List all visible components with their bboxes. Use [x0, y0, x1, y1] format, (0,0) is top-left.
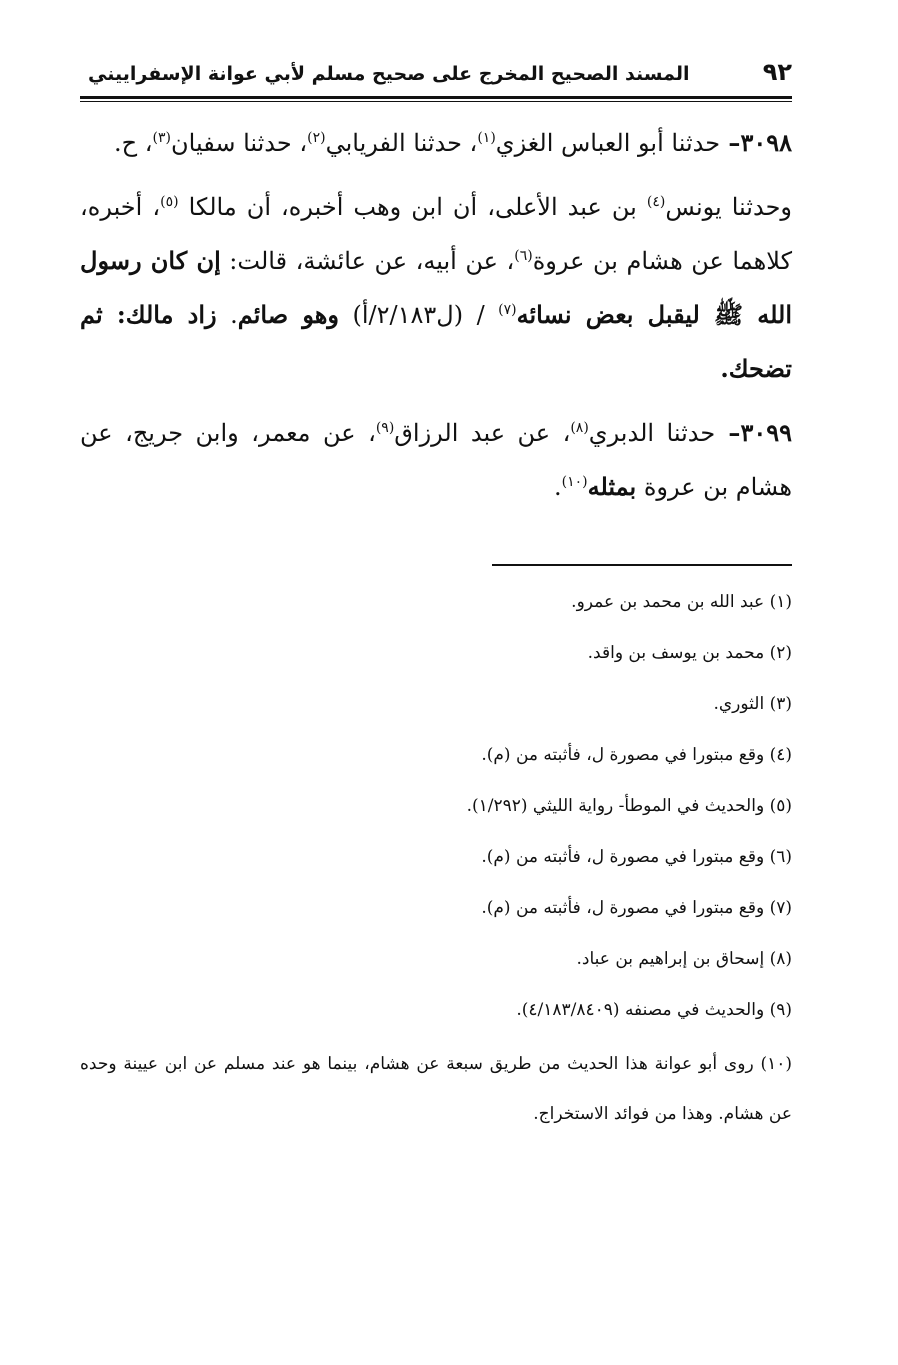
footnote-ref: (٩) — [375, 420, 395, 436]
hadith-text: ، عن معمر، وابن جريج، عن هشام بن عروة — [80, 419, 792, 501]
hadith-text: ، عن أبيه، عن عائشة، قالت: — [220, 247, 515, 275]
hadith-3099 — [80, 406, 792, 514]
footnote-3: (٣) الثوري. — [713, 694, 792, 714]
footnote-ref: (٤) — [646, 194, 666, 210]
footnote-8: (٨) إسحاق بن إبراهيم بن عباد. — [576, 949, 792, 969]
footnote-5: (٥) والحديث في الموطأ- رواية الليثي (١/٢٩٢). — [466, 796, 792, 816]
manuscript-folio-marker: / (ل٢/١٨٣/أ) — [338, 301, 499, 329]
footnotes — [80, 590, 792, 1139]
hadith-text: حدثنا الدبري — [588, 419, 716, 447]
page-header — [80, 58, 792, 94]
footnote-1: (١) عبد الله بن محمد بن عمرو. — [571, 592, 792, 612]
footnote-ref: (٧) — [498, 302, 517, 318]
hadith-dash: – — [720, 128, 741, 157]
page-number: ٩٢ — [762, 58, 792, 86]
footnote-separator — [492, 564, 792, 566]
footnote-ref: (١٠) — [561, 474, 588, 490]
footnote-6: (٦) وقع مبتورا في مصورة ل، فأثبته من (م). — [481, 847, 792, 867]
hadith-text: ، حدثنا الفريابي — [325, 129, 478, 157]
hadith-text: ، حدثنا سفيان — [171, 129, 308, 157]
hadith-text: ، عن عبد الرزاق — [394, 419, 571, 447]
hadith-matn: بمثله — [587, 472, 637, 501]
hadith-text: ، ح. — [114, 129, 153, 157]
footnote-ref: (١) — [477, 130, 496, 146]
hadith-matn: إن كان رسول الله ﷺ ليقبل بعض نسائه — [80, 246, 793, 329]
footnote-4: (٤) وقع مبتورا في مصورة ل، فأثبته من (م). — [481, 745, 792, 765]
hadith-text: حدثنا أبو العباس الغزي — [495, 129, 721, 157]
hadith-3098-second-chain — [80, 180, 792, 396]
header-rule-thin — [80, 101, 792, 102]
footnote-ref: (٨) — [570, 420, 589, 436]
hadith-text: بن عبد الأعلى، أن ابن وهب أخبره، أن مالكا — [178, 193, 647, 221]
footnote-ref: (٣) — [152, 130, 172, 146]
footnote-ref: (٢) — [307, 130, 326, 146]
hadith-text: . — [553, 473, 562, 501]
hadith-3098 — [80, 116, 792, 170]
hadith-addition: زاد مالك: ثم تضحك. — [80, 300, 792, 383]
hadith-text: . — [216, 301, 238, 329]
hadith-matn: وهو صائم — [237, 300, 339, 329]
footnote-7: (٧) وقع مبتورا في مصورة ل، فأثبته من (م). — [481, 898, 792, 918]
header-rule-thick — [80, 96, 792, 99]
footnote-2: (٢) محمد بن يوسف بن واقد. — [587, 643, 792, 663]
book-page — [80, 58, 792, 1338]
hadith-text: ، أخبره، كلاهما عن هشام بن عروة — [80, 193, 792, 275]
hadith-text: وحدثنا يونس — [665, 193, 793, 221]
footnote-ref: (٦) — [514, 248, 533, 264]
main-text — [80, 116, 792, 514]
running-title: المسند الصحيح المخرج على صحيح مسلم لأبي عوانة الإسفراييني — [88, 63, 690, 85]
footnote-9: (٩) والحديث في مصنفه (٤/١٨٣/٨٤٠٩). — [516, 1000, 792, 1020]
hadith-number: ٣٠٩٩ — [740, 418, 792, 447]
hadith-number: ٣٠٩٨ — [740, 128, 792, 157]
footnote-ref: (٥) — [160, 194, 179, 210]
hadith-dash: – — [715, 418, 741, 447]
footnote-10: (١٠) روى أبو عوانة هذا الحديث من طريق سبعة عن هشام، بينما هو عند مسلم عن ابن عيينة وحده عن هشام. وهذا من فوائد الاستخراج. — [80, 1054, 792, 1124]
